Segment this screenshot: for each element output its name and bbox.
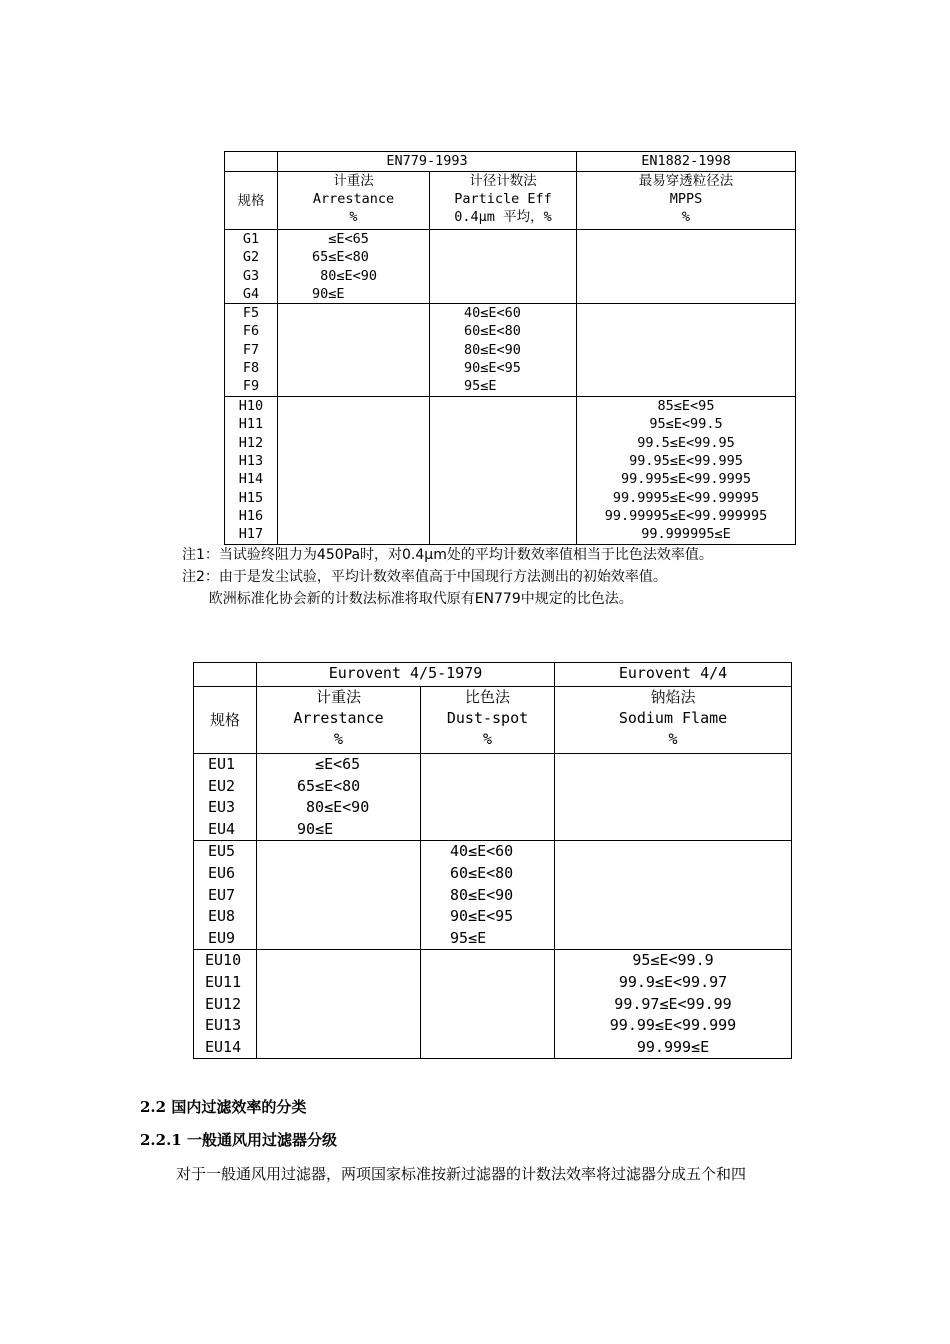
spec-list: EU5 EU6 EU7 EU8 EU9 xyxy=(194,841,257,950)
header-mpps: 最易穿透粒径法 MPPS % xyxy=(577,172,796,230)
header-arrestance: 计重法 Arrestance % xyxy=(257,687,421,754)
header-arrestance: 计重法 Arrestance % xyxy=(278,172,430,230)
header-particle-eff: 计径计数法 Particle Eff 0.4μm 平均，% xyxy=(430,172,577,230)
blank-corner xyxy=(194,663,257,687)
en-standards-table xyxy=(224,151,796,545)
arrestance-values: ≤E<65 65≤E<80 80≤E<90 90≤E xyxy=(257,754,421,841)
header-eurovent-45: Eurovent 4/5-1979 xyxy=(257,663,555,687)
eurovent-table xyxy=(193,662,792,1059)
mpps-values: 85≤E<95 95≤E<99.5 99.5≤E<99.95 99.95≤E<99.995 99.995≤E<99.9995 99.9995≤E<99.99995 99.99995≤E<99.999995 99.999995≤E xyxy=(577,397,796,544)
spec-list: H10 H11 H12 H13 H14 H15 H16 H17 xyxy=(225,397,278,544)
group-f xyxy=(225,304,796,397)
spec-list: F5 F6 F7 F8 F9 xyxy=(225,304,278,397)
subsection-heading: 2.2.1 一般通风用过滤器分级 xyxy=(140,1131,337,1149)
blank-corner xyxy=(225,152,278,172)
section-heading: 2.2 国内过滤效率的分类 xyxy=(140,1098,307,1116)
spec-list: EU1 EU2 EU3 EU4 xyxy=(194,754,257,841)
group-eu1-4 xyxy=(194,754,792,841)
particle-values: 40≤E<60 60≤E<80 80≤E<90 90≤E<95 95≤E xyxy=(430,304,577,397)
header-en1882: EN1882-1998 xyxy=(577,152,796,172)
header-en779: EN779-1993 xyxy=(278,152,577,172)
header-sodium-flame: 钠焰法 Sodium Flame % xyxy=(555,687,792,754)
header-dust-spot: 比色法 Dust-spot % xyxy=(421,687,555,754)
group-h xyxy=(225,397,796,544)
sodium-flame-values: 95≤E<99.9 99.9≤E<99.97 99.97≤E<99.99 99.99≤E<99.999 99.999≤E xyxy=(555,950,792,1059)
body-paragraph: 对于一般通风用过滤器，两项国家标准按新过滤器的计数法效率将过滤器分成五个和四 xyxy=(176,1165,747,1183)
note-3: 欧洲标准化协会新的计数法标准将取代原有EN779中规定的比色法。 xyxy=(182,591,633,607)
dust-spot-values: 40≤E<60 60≤E<80 80≤E<90 90≤E<95 95≤E xyxy=(421,841,555,950)
table-notes xyxy=(182,544,713,610)
spec-list: EU10 EU11 EU12 EU13 EU14 xyxy=(194,950,257,1059)
group-eu5-9 xyxy=(194,841,792,950)
group-g xyxy=(225,230,796,304)
spec-label: 规格 xyxy=(194,687,257,754)
group-eu10-14 xyxy=(194,950,792,1059)
note-2: 注2：由于是发尘试验，平均计数效率值高于中国现行方法测出的初始效率值。 xyxy=(182,569,667,585)
spec-label: 规格 xyxy=(225,172,278,230)
spec-list: G1 G2 G3 G4 xyxy=(225,230,278,304)
note-1: 注1：当试验终阻力为450Pa时，对0.4μm处的平均计数效率值相当于比色法效率值。 xyxy=(182,547,713,563)
arrestance-values: ≤E<65 65≤E<80 80≤E<90 90≤E xyxy=(278,230,430,304)
header-eurovent-44: Eurovent 4/4 xyxy=(555,663,792,687)
